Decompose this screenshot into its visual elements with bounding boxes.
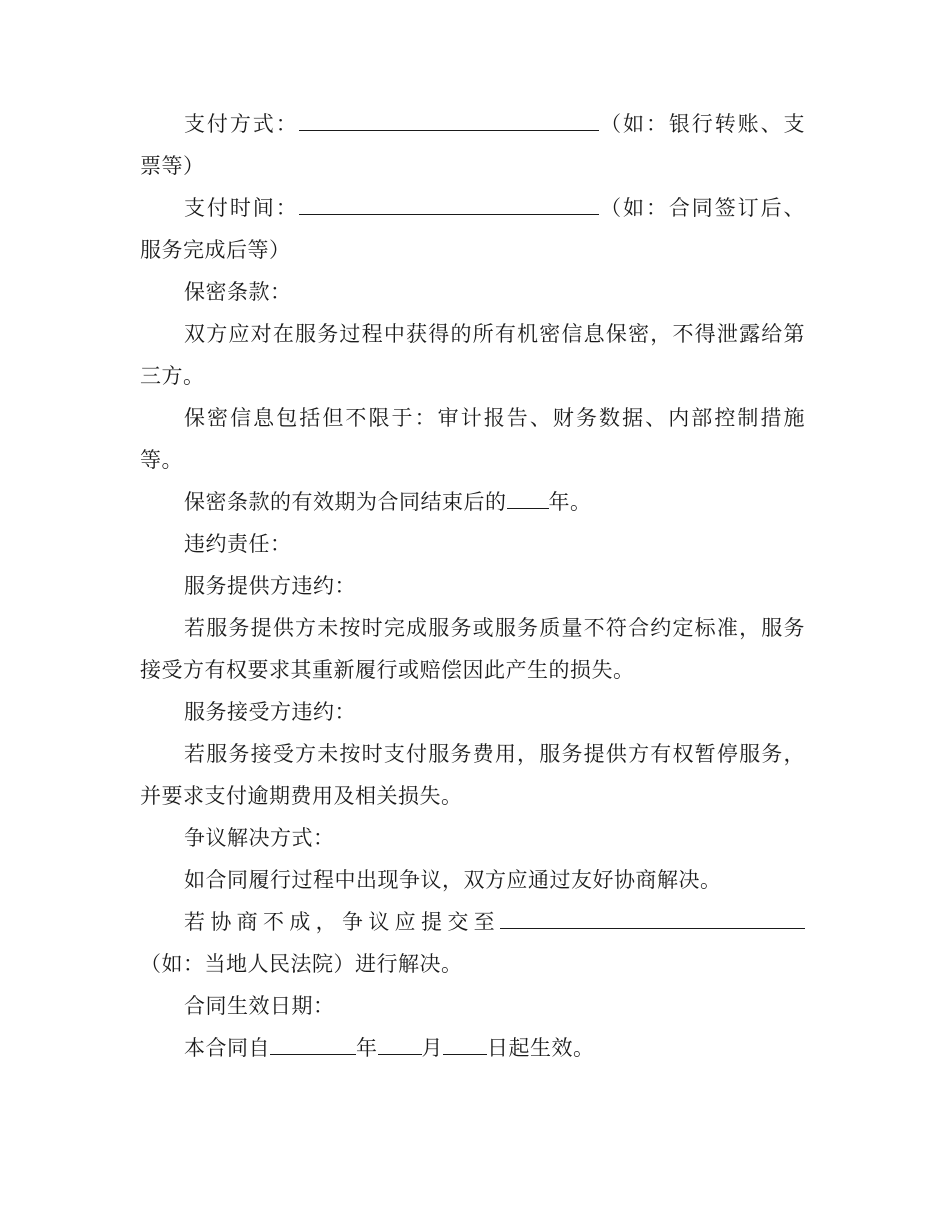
effective-date-prefix: 本合同自 <box>184 1036 270 1060</box>
effective-day-label: 日起生效。 <box>487 1036 595 1060</box>
receiver-breach-text: 若服务接受方未按时支付服务费用，服务提供方有权暂停服务，并要求支付逾期费用及相关损失。 <box>140 742 805 808</box>
document-body <box>140 103 805 1069</box>
breach-heading: 违约责任： <box>184 532 292 556</box>
provider-breach-text: 若服务提供方未按时完成服务或服务质量不符合约定标准，服务接受方有权要求其重新履行或赔偿因此产生的损失。 <box>140 616 805 682</box>
dispute-paragraph-1: 如合同履行过程中出现争议，双方应通过友好协商解决。 <box>184 868 722 892</box>
effective-date-heading: 合同生效日期： <box>184 994 335 1018</box>
payment-method-note: （如：银行转账、支票等） <box>140 112 806 178</box>
confidentiality-heading: 保密条款： <box>184 280 292 304</box>
dispute-heading: 争议解决方式： <box>184 826 335 850</box>
confidentiality-term-before: 保密条款的有效期为合同结束后的 <box>184 490 507 514</box>
payment-method-line <box>140 103 805 187</box>
payment-time-label: 支付时间： <box>184 196 299 220</box>
confidentiality-paragraph-1: 双方应对在服务过程中获得的所有机密信息保密，不得泄露给第三方。 <box>140 322 805 388</box>
payment-method-label: 支付方式： <box>184 112 299 136</box>
effective-date-line <box>140 1027 805 1069</box>
confidentiality-term-line <box>140 481 805 523</box>
payment-method-blank[interactable] <box>299 108 599 131</box>
confidentiality-years-blank[interactable] <box>507 486 549 509</box>
payment-time-blank[interactable] <box>299 192 599 215</box>
dispute-submit-after: （如：当地人民法院）进行解决。 <box>140 952 463 976</box>
receiver-breach-heading: 服务接受方违约： <box>184 700 356 724</box>
confidentiality-term-after: 年。 <box>548 490 592 514</box>
dispute-venue-blank[interactable] <box>500 906 805 929</box>
effective-month-label: 月 <box>421 1036 443 1060</box>
payment-time-note: （如：合同签订后、服务完成后等） <box>140 196 806 262</box>
effective-year-blank[interactable] <box>270 1032 356 1055</box>
effective-year-label: 年 <box>356 1036 378 1060</box>
dispute-paragraph-2 <box>140 901 805 985</box>
provider-breach-heading: 服务提供方违约： <box>184 574 356 598</box>
confidentiality-paragraph-2: 保密信息包括但不限于：审计报告、财务数据、内部控制措施等。 <box>140 406 805 472</box>
payment-time-line <box>140 187 805 271</box>
effective-day-blank[interactable] <box>443 1032 487 1055</box>
effective-month-blank[interactable] <box>378 1032 422 1055</box>
dispute-submit-before: 若协商不成，争议应提交至 <box>184 910 500 934</box>
